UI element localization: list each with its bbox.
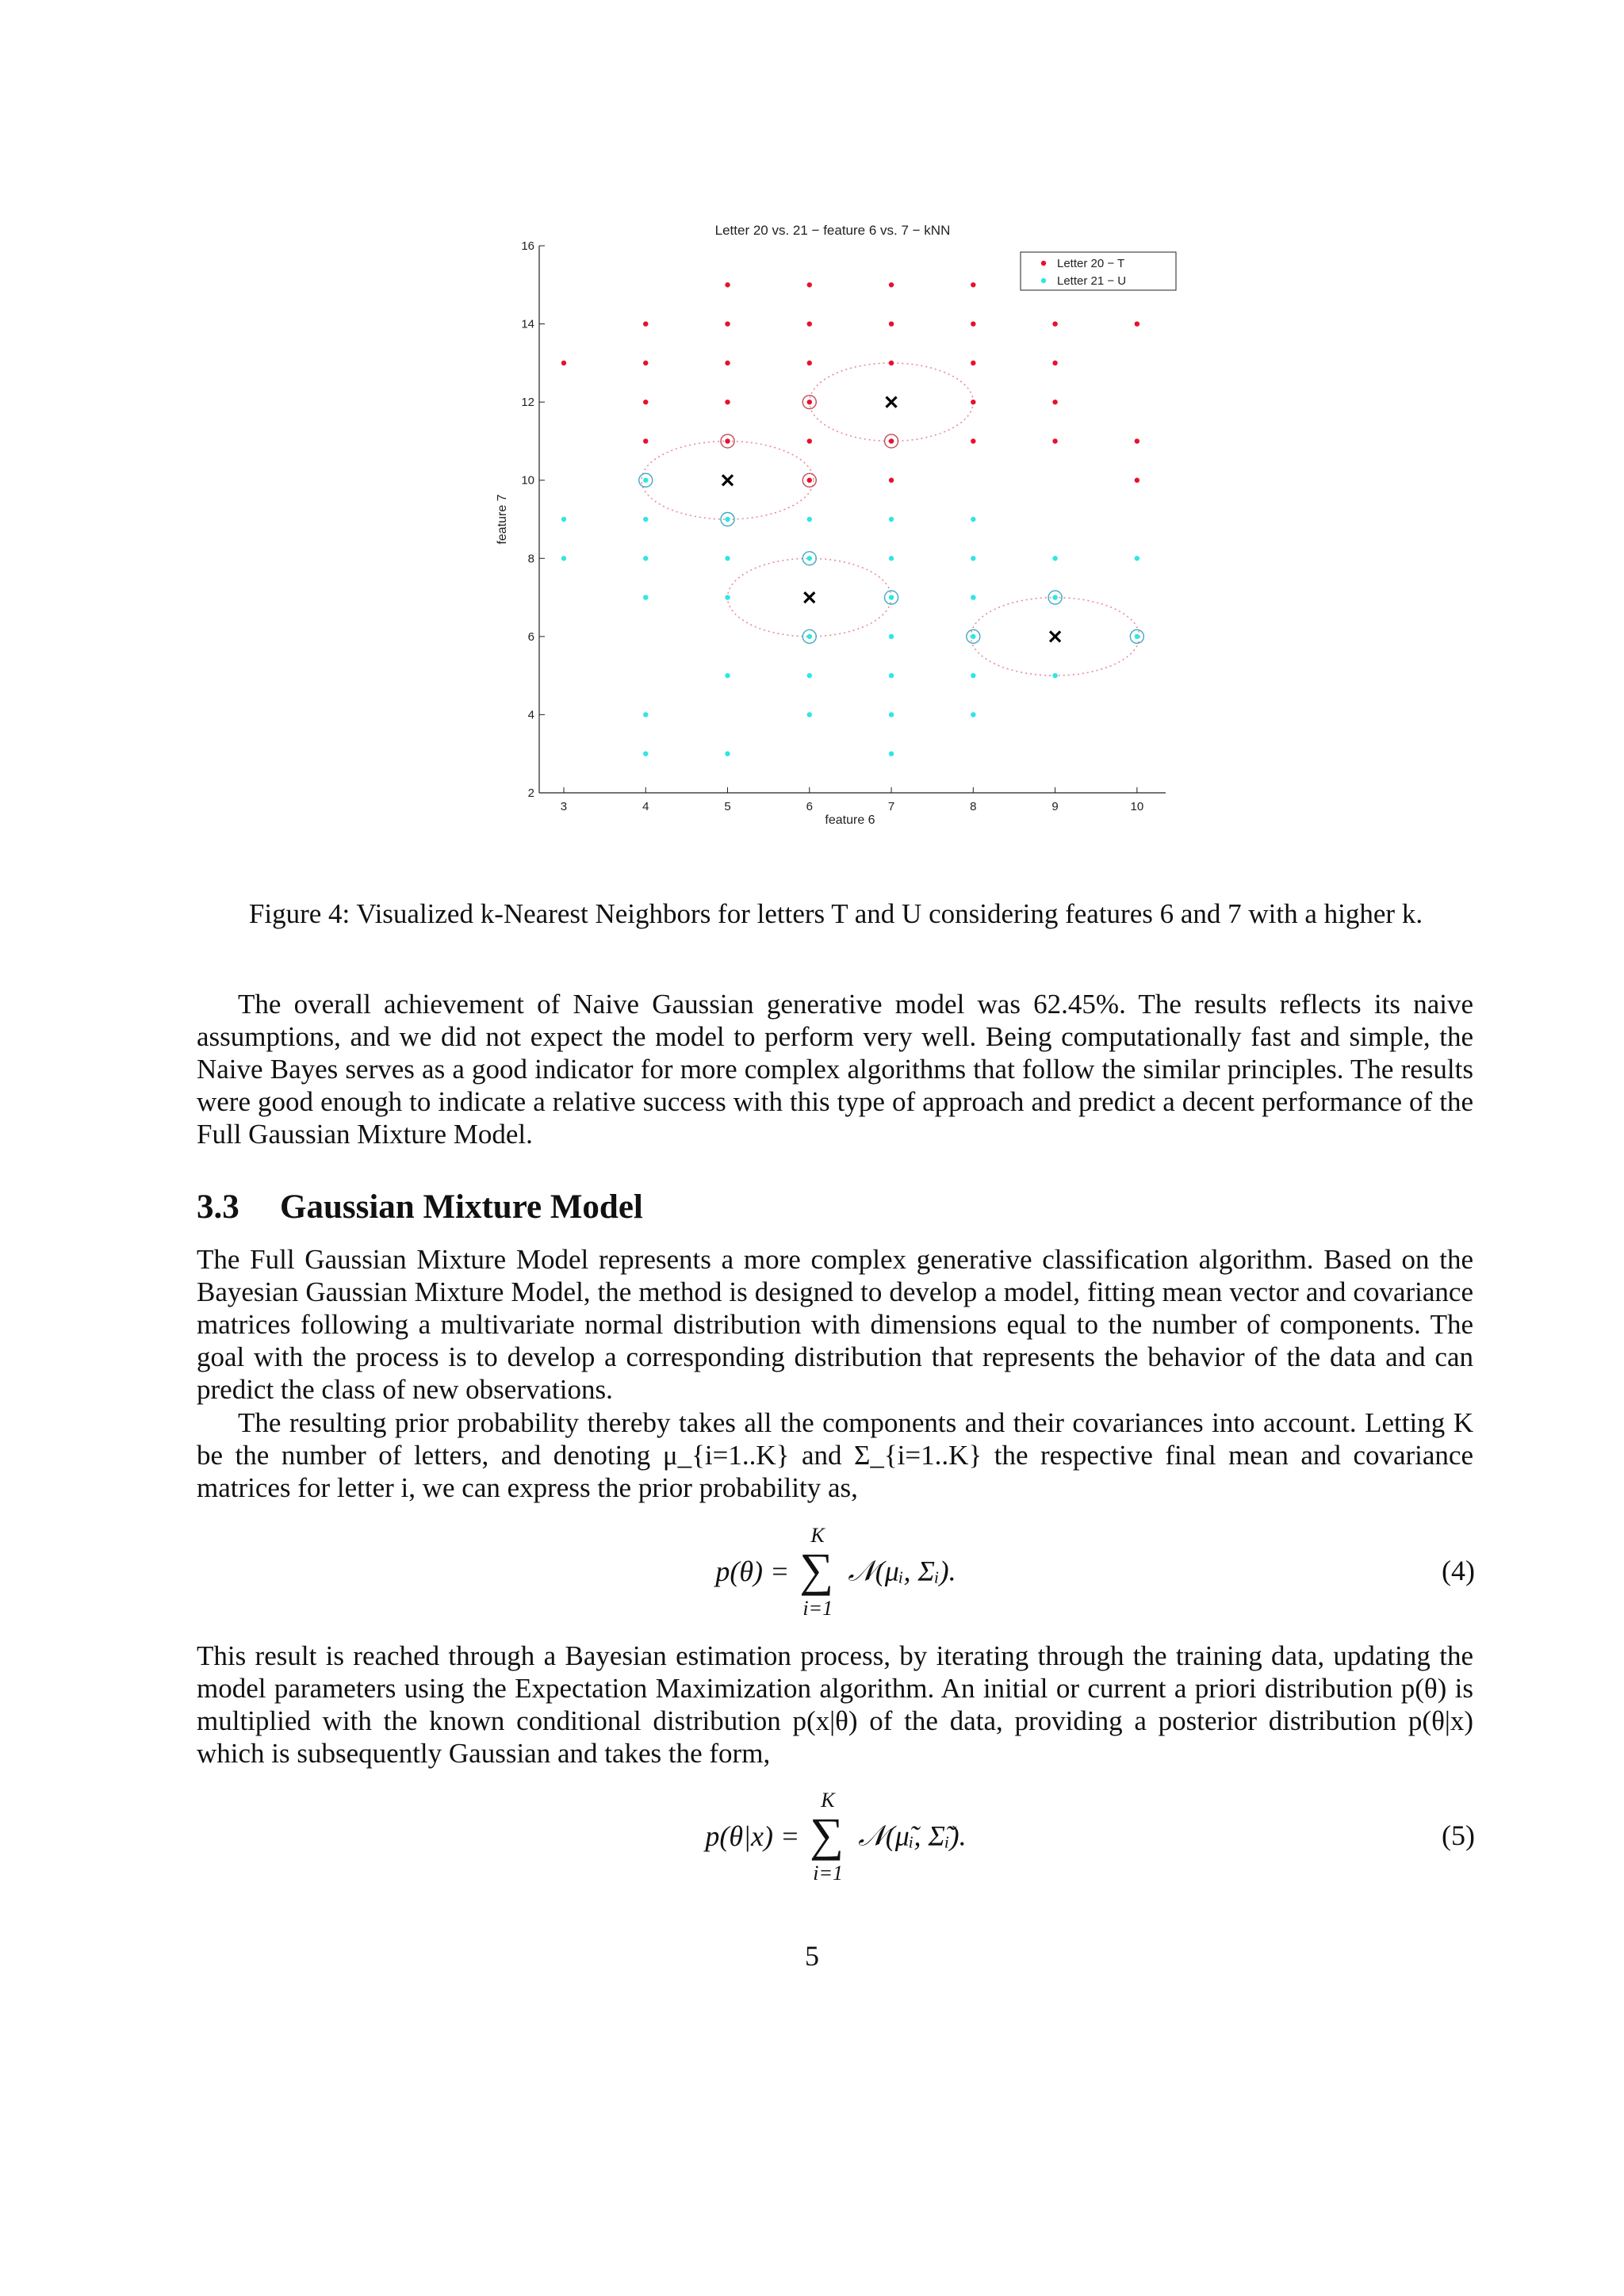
point-letter-u — [807, 712, 812, 717]
eq5-lower-limit: i=1 — [813, 1862, 844, 1885]
paragraph-results: The overall achievement of Naive Gaussian generative model was 62.45%. The results reflects its naive assumptions, and we did not expect the model to perform very well. Being computationally fast and simple, the Naive Bayes serves as a good indicator for more complex algorithms that follow the similar principles. The results were good enough to indicate a relative success with this type of approach and predict a decent performance of the Full Gaussian Mixture Model. — [197, 989, 1473, 1150]
y-tick-label: 12 — [521, 396, 534, 410]
x-tick-label: 8 — [970, 800, 977, 813]
y-tick-label: 2 — [527, 786, 534, 800]
point-letter-u — [1135, 556, 1139, 561]
point-letter-t — [807, 361, 812, 365]
point-letter-t — [889, 282, 894, 287]
y-tick-label: 8 — [527, 552, 534, 566]
point-letter-t — [889, 438, 894, 443]
point-letter-t — [971, 400, 975, 404]
point-letter-u — [643, 712, 648, 717]
point-letter-t — [1052, 400, 1057, 404]
point-letter-t — [889, 321, 894, 326]
paragraph-posterior: This result is reached through a Bayesian estimation process, by iterating through the training data, updating the model parameters using the Expectation Maximization algorithm. An initial or current a priori distribution p(θ) is multiplied with the known conditional distribution p(x|θ) of the data, providing a posterior distribution p(θ|x) which is subsequently Gaussian and takes the form, — [197, 1640, 1473, 1769]
point-letter-t — [643, 361, 648, 365]
point-letter-u — [725, 517, 730, 522]
point-letter-u — [889, 752, 894, 756]
point-letter-u — [889, 712, 894, 717]
point-letter-u — [643, 478, 648, 483]
point-letter-u — [807, 556, 812, 561]
point-letter-t — [1135, 478, 1139, 483]
section-number: 3.3 — [197, 1188, 239, 1226]
query-marker — [804, 592, 814, 603]
point-letter-u — [725, 595, 730, 599]
eq5-sigma: ∑ — [810, 1808, 845, 1861]
section-title: Gaussian Mixture Model — [280, 1188, 643, 1226]
point-letter-t — [889, 478, 894, 483]
point-letter-t — [807, 478, 812, 483]
equation-4 — [197, 1524, 1475, 1627]
legend-marker-u — [1041, 278, 1046, 283]
point-letter-u — [807, 634, 812, 639]
point-letter-u — [889, 634, 894, 639]
point-letter-t — [725, 321, 730, 326]
eq5-number: (5) — [1442, 1820, 1475, 1851]
point-letter-t — [807, 282, 812, 287]
point-letter-t — [1135, 438, 1139, 443]
point-letter-u — [725, 752, 730, 756]
y-axis-label: feature 7 — [496, 494, 509, 545]
eq4-sigma: ∑ — [799, 1544, 834, 1596]
point-letter-t — [1052, 361, 1057, 365]
section-heading — [197, 1188, 643, 1226]
point-letter-u — [561, 517, 566, 522]
point-letter-t — [643, 438, 648, 443]
point-letter-t — [643, 400, 648, 404]
point-letter-u — [971, 673, 975, 678]
point-letter-t — [725, 282, 730, 287]
point-letter-t — [561, 361, 566, 365]
legend-marker-t — [1041, 261, 1046, 266]
point-letter-u — [1052, 673, 1057, 678]
point-letter-u — [807, 517, 812, 522]
eq5-sum — [806, 1789, 851, 1884]
point-letter-t — [971, 361, 975, 365]
point-letter-u — [889, 595, 894, 599]
point-letter-u — [1135, 634, 1139, 639]
point-letter-u — [889, 556, 894, 561]
query-marker — [1050, 631, 1060, 641]
x-tick-label: 4 — [642, 800, 649, 813]
figure-caption: Figure 4: Visualized k-Nearest Neighbors for letters T and U considering features 6 and 7 with a higher k. — [248, 898, 1423, 929]
eq5-rhs: 𝒩(μ̃ᵢ, Σ̃ᵢ). — [858, 1820, 967, 1852]
point-letter-t — [971, 438, 975, 443]
query-marker — [722, 475, 733, 485]
x-tick-label: 5 — [724, 800, 731, 813]
point-letter-t — [1052, 438, 1057, 443]
point-letter-t — [1135, 321, 1139, 326]
point-letter-u — [889, 673, 894, 678]
point-letter-t — [889, 361, 894, 365]
y-tick-label: 6 — [527, 629, 534, 644]
point-letter-u — [1052, 595, 1057, 599]
point-letter-t — [971, 321, 975, 326]
paragraph-prior: The resulting prior probability thereby takes all the components and their covariances into account. Letting K be the number of letters, and denoting μ_{i=1..K} and Σ_{i=1..K} the respective final mean and covariance matrices for letter i, we can express the prior probability as, — [197, 1407, 1473, 1503]
point-letter-u — [643, 595, 648, 599]
point-letter-u — [889, 517, 894, 522]
point-letter-t — [1052, 321, 1057, 326]
point-letter-t — [807, 438, 812, 443]
legend-label-t: Letter 20 − T — [1057, 257, 1125, 270]
point-letter-t — [643, 321, 648, 326]
data-points — [561, 282, 1139, 756]
legend — [1021, 252, 1176, 290]
x-tick-label: 3 — [560, 800, 568, 813]
y-tick-label: 10 — [521, 473, 534, 488]
eq5-upper-limit: K — [821, 1789, 835, 1812]
eq5-lhs: p(θ|x) = — [705, 1820, 800, 1852]
x-tick-label: 6 — [806, 800, 813, 813]
eq4-lower-limit: i=1 — [802, 1597, 833, 1620]
equation-5 — [197, 1789, 1475, 1892]
paragraph-gmm-intro: The Full Gaussian Mixture Model represents a more complex generative classification algorithm. Based on the Bayesian Gaussian Mixture Model, the method is designed to develop a model, fitting mean vector and covariance matrices following a multivariate normal distribution with dimensions equal to the number of components. The goal with the process is to develop a corresponding distribution that represents the behavior of the data and can predict the class of new observations. — [197, 1244, 1473, 1405]
x-tick-label: 10 — [1130, 800, 1144, 813]
legend-label-u: Letter 21 − U — [1057, 274, 1127, 288]
eq4-sum — [796, 1524, 841, 1619]
x-tick-label: 7 — [887, 800, 895, 813]
point-letter-u — [971, 517, 975, 522]
page-number: 5 — [805, 1940, 819, 1972]
eq4-rhs: 𝒩(μᵢ, Σᵢ). — [848, 1555, 956, 1587]
point-letter-t — [807, 400, 812, 404]
y-tick-label: 16 — [521, 239, 534, 253]
x-tick-label: 9 — [1051, 800, 1059, 813]
point-letter-t — [807, 321, 812, 326]
eq4-number: (4) — [1442, 1555, 1475, 1586]
eq4-upper-limit: K — [810, 1524, 825, 1547]
point-letter-t — [725, 438, 730, 443]
point-letter-u — [971, 556, 975, 561]
point-letter-u — [971, 712, 975, 717]
x-axis-label: feature 6 — [825, 813, 875, 827]
knn-scatter-chart — [476, 214, 1189, 840]
point-letter-u — [1052, 556, 1057, 561]
eq4-lhs: p(θ) = — [715, 1556, 790, 1587]
point-letter-u — [725, 556, 730, 561]
point-letter-t — [725, 400, 730, 404]
point-letter-u — [971, 634, 975, 639]
y-tick-label: 4 — [527, 708, 534, 722]
point-letter-u — [807, 673, 812, 678]
point-letter-t — [725, 361, 730, 365]
point-letter-u — [725, 673, 730, 678]
point-letter-u — [643, 752, 648, 756]
axes — [521, 239, 1166, 813]
point-letter-t — [971, 282, 975, 287]
query-marker — [887, 397, 897, 408]
y-tick-label: 14 — [521, 317, 534, 331]
chart-title: Letter 20 vs. 21 − feature 6 vs. 7 − kNN — [714, 223, 951, 238]
point-letter-u — [561, 556, 566, 561]
point-letter-u — [971, 595, 975, 599]
point-letter-u — [643, 556, 648, 561]
point-letter-u — [643, 517, 648, 522]
